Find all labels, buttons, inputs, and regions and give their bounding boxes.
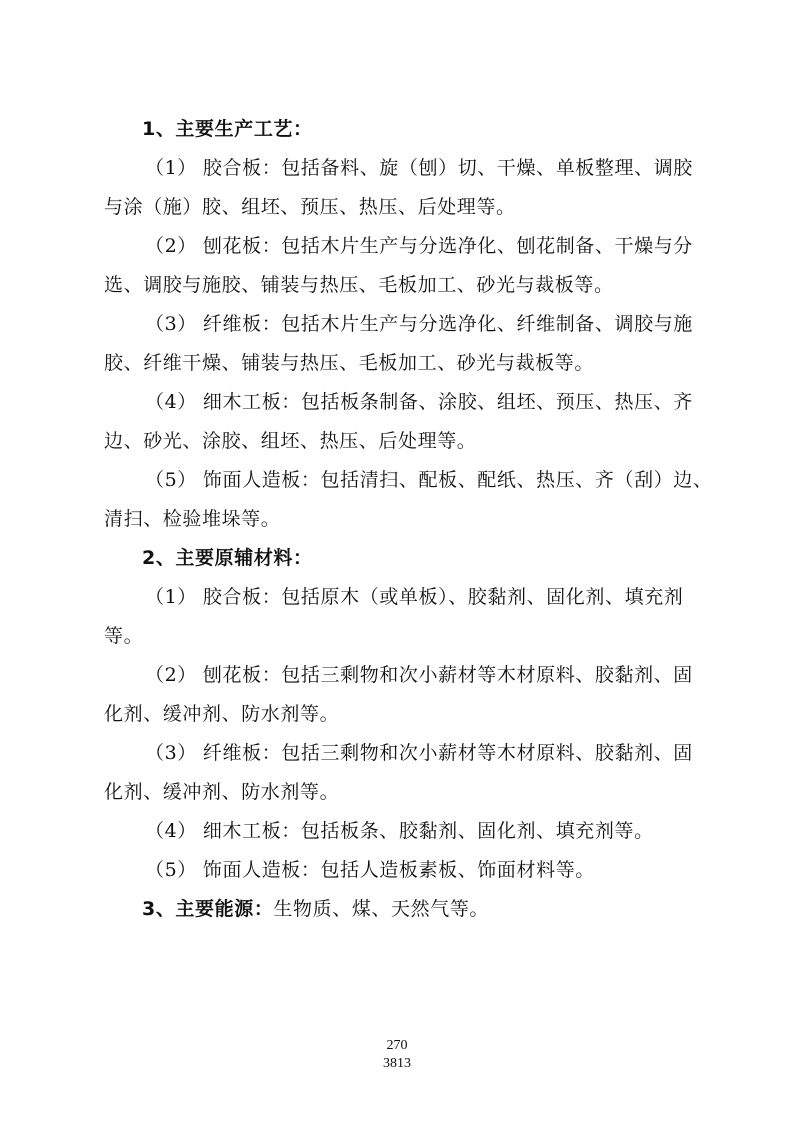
section-heading-production-process: 1、主要生产工艺： — [142, 118, 313, 140]
item-number: （4） — [145, 820, 197, 842]
paragraph-line: 等。 — [104, 625, 144, 647]
paragraph-line: 胶、纤维干燥、铺装与热压、毛板加工、砂光与裁板等。 — [104, 352, 595, 374]
energy-paragraph — [104, 890, 694, 929]
paragraph-line: 化剂、缓冲剂、防水剂等。 — [104, 781, 340, 803]
document-body — [104, 110, 713, 929]
paragraph-line — [104, 656, 694, 695]
item-number: （3） — [145, 742, 197, 764]
paragraph-text: 纤维板：包括三剩物和次小薪材等木材原料、胶黏剂、固 — [202, 742, 693, 764]
section-heading-energy: 3、主要能源： — [142, 898, 274, 920]
paragraph-line: 选、调胶与施胶、铺装与热压、毛板加工、砂光与裁板等。 — [104, 274, 614, 296]
paragraph-text: 生物质、煤、天然气等。 — [273, 898, 490, 920]
item-number: （1） — [145, 157, 197, 179]
paragraph-text: 刨花板：包括三剩物和次小薪材等木材原料、胶黏剂、固 — [202, 664, 693, 686]
item-number: （3） — [145, 313, 197, 335]
paragraph-line: 清扫、检验堆垛等。 — [104, 508, 281, 530]
paragraph-text: 刨花板：包括木片生产与分选净化、刨花制备、干燥与分 — [202, 235, 693, 257]
item-number: （5） — [145, 859, 197, 881]
paragraph-text: 纤维板：包括木片生产与分选净化、纤维制备、调胶与施 — [202, 313, 693, 335]
paragraph-text: 胶合板：包括原木（或单板）、胶黏剂、固化剂、填充剂 — [202, 586, 684, 608]
paragraph-line — [104, 383, 694, 422]
paragraph-line — [104, 812, 694, 851]
paragraph-text: 胶合板：包括备料、旋（刨）切、干燥、单板整理、调胶 — [202, 157, 693, 179]
item-number: （2） — [145, 235, 197, 257]
page-number: 270 — [386, 1038, 408, 1053]
section-heading-raw-materials: 2、主要原辅材料： — [142, 547, 313, 569]
paragraph-line — [104, 305, 694, 344]
paragraph-line: 化剂、缓冲剂、防水剂等。 — [104, 703, 340, 725]
item-number: （2） — [145, 664, 197, 686]
paragraph-text: 细木工板：包括板条、胶黏剂、固化剂、填充剂等。 — [202, 820, 654, 842]
paragraph-text: 饰面人造板：包括清扫、配板、配纸、热压、齐（刮）边、 — [202, 469, 713, 491]
document-number: 3813 — [383, 1056, 411, 1071]
paragraph-text: 细木工板：包括板条制备、涂胶、组坯、预压、热压、齐 — [202, 391, 693, 413]
paragraph-line — [104, 227, 694, 266]
paragraph-line — [104, 149, 694, 188]
item-number: （1） — [145, 586, 197, 608]
paragraph-line — [104, 734, 694, 773]
paragraph-line — [104, 578, 694, 617]
paragraph-text: 饰面人造板：包括人造板素板、饰面材料等。 — [202, 859, 595, 881]
item-number: （5） — [145, 469, 197, 491]
paragraph-line: 与涂（施）胶、组坯、预压、热压、后处理等。 — [104, 196, 516, 218]
paragraph-line — [104, 851, 694, 890]
paragraph-line: 边、砂光、涂胶、组坯、热压、后处理等。 — [104, 430, 477, 452]
paragraph-line — [104, 461, 713, 500]
item-number: （4） — [145, 391, 197, 413]
